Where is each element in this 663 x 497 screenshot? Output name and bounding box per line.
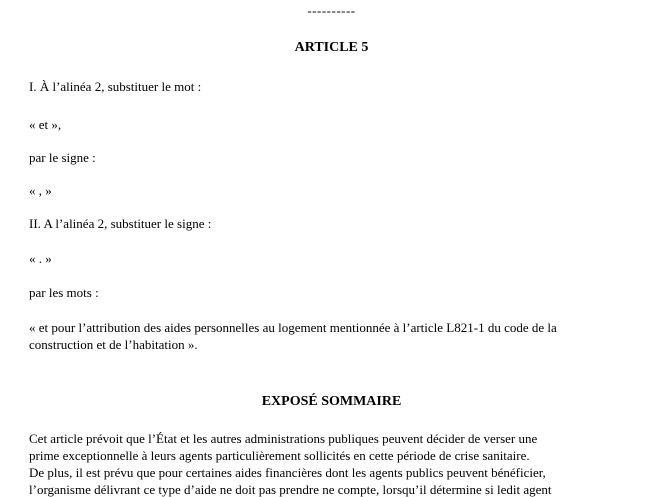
replacement-words-line: construction et de l’habitation ».: [29, 337, 198, 352]
replacement-words: [29, 319, 636, 353]
summary-line: Cet article prévoit que l’État et les autres administrations publiques peuvent décider de verser une: [29, 431, 538, 446]
replaced-sign: « . »: [29, 251, 52, 266]
separator-line: ----------: [307, 3, 356, 18]
summary-paragraph: [29, 430, 636, 497]
replaced-word: « et »,: [29, 117, 62, 132]
by-sign-text: par le signe :: [29, 150, 96, 165]
replacement-sign: « , »: [29, 183, 52, 198]
summary-line: prime exceptionnelle à leurs agents particulièrement sollicités en cette période de crise sanitaire.: [29, 448, 530, 463]
replacement-words-line: « et pour l’attribution des aides personnelles au logement mentionnée à l’article L821-1 du code de la: [29, 320, 557, 335]
amendment-item-1: I. À l’alinéa 2, substituer le mot :: [29, 79, 202, 94]
amendment-item-2: II. A l’alinéa 2, substituer le signe :: [29, 216, 212, 231]
summary-title: EXPOSÉ SOMMAIRE: [261, 394, 402, 409]
by-words-text: par les mots :: [29, 285, 99, 300]
summary-line: De plus, il est prévu que pour certaines aides financières dont les agents publics peuvent bénéficier,: [29, 465, 546, 480]
article-title: ARTICLE 5: [294, 40, 369, 55]
summary-line: l’organisme délivrant ce type d’aide ne doit pas prendre ne compte, lorsqu’il détermine si ledit agent: [29, 482, 552, 497]
